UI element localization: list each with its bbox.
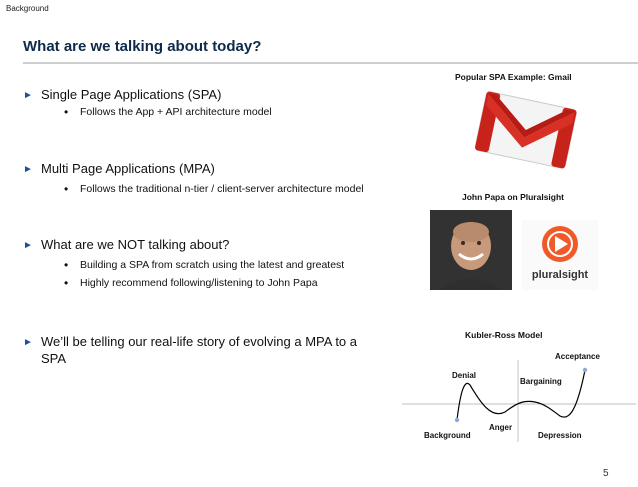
sub-bullet-text: Building a SPA from scratch using the latest and greatest — [80, 259, 345, 271]
pluralsight-logo — [522, 220, 598, 290]
bullet-mpa — [23, 160, 383, 178]
sub-bullet-dot-icon: • — [64, 276, 69, 290]
sub-bullet — [64, 276, 318, 290]
bullet-triangle-icon: ► — [23, 164, 33, 175]
bullet-text: Multi Page Applications (MPA) — [41, 161, 215, 176]
bullet-triangle-icon: ► — [23, 240, 33, 251]
bullet-spa — [23, 86, 383, 104]
title-divider — [23, 62, 638, 64]
bullet-triangle-icon: ► — [23, 90, 33, 101]
john-papa-photo — [430, 210, 512, 290]
sub-bullet-text: Highly recommend following/listening to John Papa — [80, 277, 318, 289]
label-denial: Denial — [452, 371, 477, 380]
john-papa-caption: John Papa on Pluralsight — [462, 192, 565, 202]
bullet-text: What are we NOT talking about? — [41, 237, 230, 252]
bullet-not-talking — [23, 236, 383, 254]
gmail-logo-icon — [470, 88, 582, 170]
label-acceptance: Acceptance — [555, 352, 600, 361]
bullet-story — [23, 333, 373, 367]
bullet-text: We’ll be telling our real-life story of evolving a MPA to a SPA — [41, 334, 357, 366]
chart-title: Kubler-Ross Model — [465, 330, 543, 340]
sub-bullet — [64, 258, 344, 272]
sub-bullet-text: Follows the traditional n-tier / client-server architecture model — [80, 183, 364, 195]
pluralsight-play-icon — [522, 220, 598, 290]
label-depression: Depression — [538, 431, 582, 440]
pluralsight-logo-text: pluralsight — [531, 269, 589, 281]
point-acceptance — [583, 368, 587, 372]
sub-bullet-dot-icon: • — [64, 182, 69, 196]
sub-bullet-text: Follows the App + API architecture model — [80, 106, 272, 118]
person-photo-icon — [430, 210, 512, 290]
section-label: Background — [6, 4, 49, 13]
sub-bullet-dot-icon: • — [64, 258, 69, 272]
bullet-triangle-icon: ► — [23, 337, 33, 348]
page-number: 5 — [603, 468, 609, 479]
slide-title: What are we talking about today? — [23, 38, 262, 55]
bullet-text: Single Page Applications (SPA) — [41, 87, 222, 102]
label-background: Background — [424, 431, 471, 440]
kubler-ross-chart — [400, 340, 638, 445]
gmail-caption: Popular SPA Example: Gmail — [455, 72, 572, 82]
label-anger: Anger — [489, 423, 513, 432]
sub-bullet — [64, 105, 272, 119]
point-background — [455, 418, 459, 422]
sub-bullet — [64, 182, 364, 196]
label-bargaining: Bargaining — [520, 377, 562, 386]
sub-bullet-dot-icon: • — [64, 105, 69, 119]
